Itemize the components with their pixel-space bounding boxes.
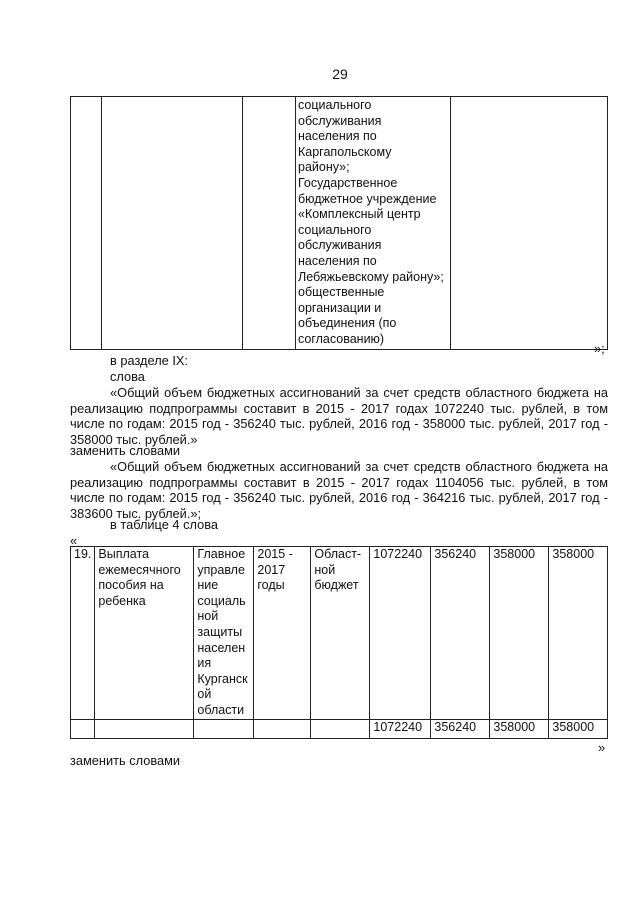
table-row: [71, 547, 608, 720]
table-cell: [451, 97, 608, 350]
measures-table: [70, 546, 608, 739]
page-number: 29: [332, 66, 348, 82]
total-2017-cell: 358000: [549, 719, 608, 738]
period-cell: 2015 - 2017 годы: [254, 547, 311, 720]
executors-text: социального обслуживания населения по Каргапольскому району»; Государственное бюджетное учреждение «Комплексный центр социального обслуживания населения по Лебяжьевскому району»; общественные организации и объединения (по согласованию): [298, 98, 444, 346]
source-cell: Област- ной бюджет: [311, 547, 370, 720]
old-text-paragraph: [70, 385, 608, 447]
table-row: [71, 719, 608, 738]
table4-line: в таблице 4 слова: [110, 517, 218, 532]
table-cell: [311, 719, 370, 738]
row-number-cell: 19.: [71, 547, 95, 720]
table-cell: [71, 97, 102, 350]
opening-quote: «: [70, 533, 78, 548]
total-cell: 1072240: [370, 547, 431, 720]
year-2016-cell: 358000: [490, 547, 549, 720]
replace-line: заменить словами: [70, 753, 181, 768]
closing-quote: »: [598, 740, 606, 755]
total-sum-cell: 1072240: [370, 719, 431, 738]
year-2017-cell: 358000: [549, 547, 608, 720]
words-line: слова: [110, 369, 145, 384]
table-row: [71, 97, 608, 350]
executors-cell: [296, 97, 451, 350]
table-cell: [95, 719, 194, 738]
executor-cell: Главное управле ние социаль ной защиты населен ия Курганск ой области: [194, 547, 254, 720]
table-cell: [254, 719, 311, 738]
section-line: в разделе IX:: [110, 353, 188, 368]
measure-name-cell: Выплата ежемесячного пособия на ребенка: [95, 547, 194, 720]
total-2015-cell: 356240: [431, 719, 490, 738]
table-cell: [102, 97, 243, 350]
old-text: «Общий объем бюджетных ассигнований за счет средств областного бюджета на реализацию подпрограммы составит в 2015 - 2017 годах 1072240 тыс. рублей, в том числе по годам: 2015 год - 356240 тыс. рублей, 2016 год - 358000 тыс. рублей, 2017 год - 358000 тыс. рублей.»: [70, 385, 608, 447]
table-cell: [71, 719, 95, 738]
new-text-paragraph: [70, 459, 608, 521]
total-2016-cell: 358000: [490, 719, 549, 738]
continuation-table: [70, 96, 608, 350]
table-cell: [194, 719, 254, 738]
table-cell: [243, 97, 296, 350]
closing-quote: »;: [594, 341, 605, 356]
new-text: «Общий объем бюджетных ассигнований за счет средств областного бюджета на реализацию подпрограммы составит в 2015 - 2017 годах 1104056 тыс. рублей, в том числе по годам: 2015 год - 356240 тыс. рублей, 2016 год - 364216 тыс. рублей, 2017 год - 383600 тыс. рублей.»;: [70, 459, 608, 521]
replace-line: заменить словами: [70, 443, 181, 458]
year-2015-cell: 356240: [431, 547, 490, 720]
